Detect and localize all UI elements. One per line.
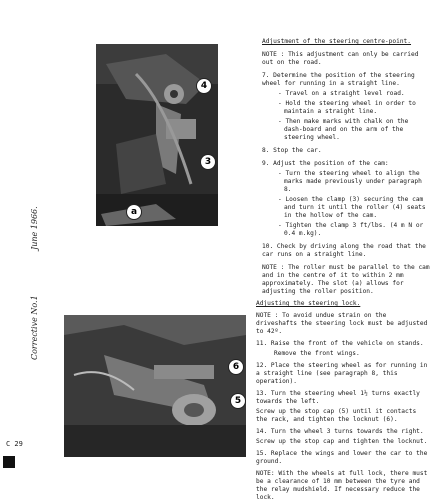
screw-up-2: Screw up the stop cap and tighten the locknut. [256,438,428,445]
step-15: 15. Replace the wings and lower the car to the ground. [256,450,428,465]
callout-3: 3 [200,154,216,170]
steering-lock-photo [64,315,246,457]
section2-heading: Adjusting the steering lock. [256,300,361,307]
step-9-bullet: - Turn the steering wheel to align the marks made previously under paragraph 8. [278,170,422,193]
date-label: June 1966. [30,206,39,250]
callout-a: a [126,204,142,220]
section2-note: NOTE : To avoid undue strain on the driveshafts the steering lock must be adjusted to 42º. [256,312,428,335]
section-steering-lock [256,300,430,502]
step-7-bullet: - Hold the steering wheel in order to maintain a straight line. [278,100,416,115]
step-9-bullet: - Loosen the clamp (3) securing the cam and turn it until the roller (4) seats in the hollow of the cam. [278,196,426,219]
step-12: 12. Place the steering wheel as for running in a straight line (see paragraph 8, this operation). [256,362,428,385]
screw-up-1: Screw up the stop cap (5) until it contacts the rack, and tighten the locknut (6). [256,408,417,423]
corrective-label: Corrective No.1 [30,295,39,360]
step-14: 14. Turn the wheel 3 turns towards the right. [256,428,424,435]
step-8: 8. Stop the car. [262,147,322,154]
step-7-bullet: - Then make marks with chalk on the dash-board and on the arm of the steering wheel. [278,118,409,141]
section1-note: NOTE : This adjustment can only be carried out on the road. [262,51,419,66]
step-9: 9. Adjust the position of the cam: [262,160,389,167]
step-7-bullet: - Travel on a straight level road. [278,90,405,97]
step-11b: Remove the front wings. [274,350,360,357]
step-10: 10. Check by driving along the road that the car runs on a straight line. [262,243,426,258]
step-9-bullet: - Tighten the clamp 3 ft/lbs. (4 m N or 0.4 m.kg). [278,222,424,237]
step-11: 11. Raise the front of the vehicle on stands. [256,340,424,347]
section-steering-centre-point [262,38,430,296]
page-number: C 29 [6,440,23,448]
callout-5: 5 [230,393,246,409]
section1-note2: NOTE : The roller must be parallel to the cam and in the centre of it to within 2 mm approximately. The slot (a) allows for adjusting the roller position. [262,264,430,295]
steering-cam-photo [96,44,218,226]
step-7: 7. Determine the position of the steering wheel for running in a straight line. [262,72,415,87]
callout-6: 6 [228,359,244,375]
callout-4: 4 [196,78,212,94]
section2-note3: NOTE: With the wheels at full lock, there must be a clearance of 10 mm between the tyre and the relay mudshield. If necessary reduce the lock. [256,470,428,501]
section1-heading: Adjustment of the steering centre-point. [262,38,412,45]
page-tab-marker [3,456,15,468]
step-13: 13. Turn the steering wheel 1½ turns exactly towards the left. [256,390,420,405]
